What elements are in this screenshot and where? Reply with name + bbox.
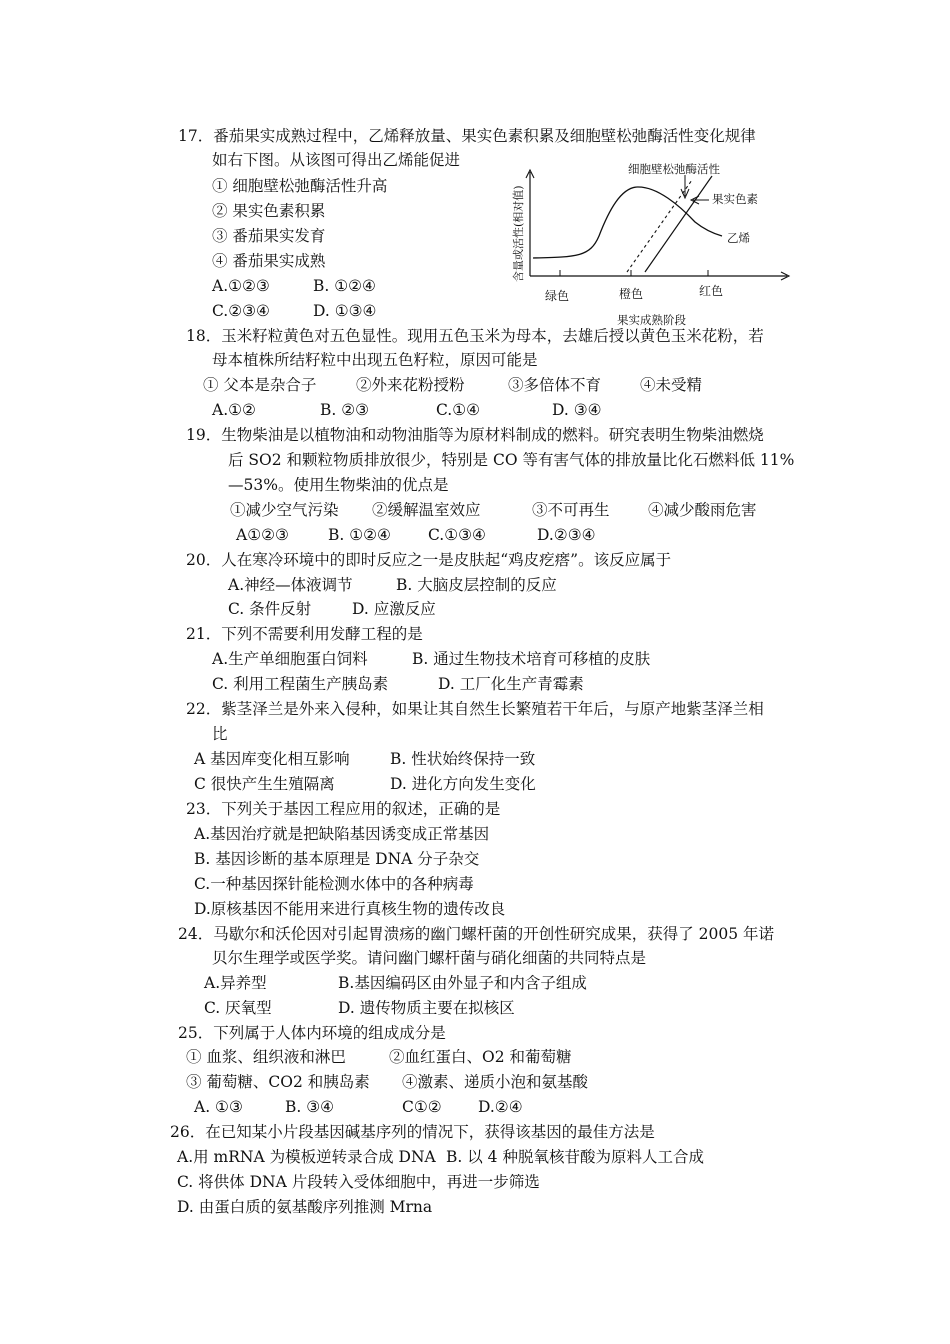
q19-item-1: ①减少空气污染 xyxy=(230,501,339,519)
tick-label-green: 绿色 xyxy=(545,289,570,303)
q20-option-b: B. 大脑皮层控制的反应 xyxy=(396,576,557,594)
q18-option-d: D. ③④ xyxy=(552,401,602,419)
q25-item-3: ③ 葡萄糖、CO2 和胰岛素 xyxy=(186,1073,370,1091)
q18-item-2: ②外来花粉授粉 xyxy=(356,376,465,394)
q24-option-c: C. 厌氧型 xyxy=(204,999,272,1017)
q18-item-4: ④未受精 xyxy=(640,376,703,394)
q22-stem: 22．紫茎泽兰是外来入侵种，如果让其自然生长繁殖若干年后，与原产地紫茎泽兰相 xyxy=(186,700,764,718)
q19-stem-cont-2: —53%。使用生物柴油的优点是 xyxy=(228,476,449,494)
q18-option-b: B. ②③ xyxy=(320,401,370,419)
q19-item-2: ②缓解温室效应 xyxy=(372,501,481,519)
q19-option-a: A①②③ xyxy=(236,526,289,544)
q22-stem-cont: 比 xyxy=(212,725,228,743)
q19-option-c: C.①③④ xyxy=(428,526,486,544)
q25-stem: 25．下列属于人体内环境的组成成分是 xyxy=(178,1024,446,1042)
q22-option-b: B. 性状始终保持一致 xyxy=(390,750,536,768)
q24-option-d: D. 遗传物质主要在拟核区 xyxy=(338,999,515,1017)
q20-option-d: D. 应激反应 xyxy=(352,600,436,618)
q18-option-c: C.①④ xyxy=(436,401,481,419)
q19-option-b: B. ①②④ xyxy=(328,526,391,544)
q22-option-c: C 很快产生生殖隔离 xyxy=(194,775,335,793)
q20-option-c: C. 条件反射 xyxy=(228,600,312,618)
q24-stem-cont: 贝尔生理学或医学奖。请问幽门螺杆菌与硝化细菌的共同特点是 xyxy=(212,949,647,967)
q18-stem: 18．玉米籽粒黄色对五色显性。现用五色玉米为母本，去雄后授以黄色玉米花粉，若 xyxy=(186,327,764,345)
q24-option-a: A.异养型 xyxy=(204,974,267,992)
q17-item-2: ② 果实色素积累 xyxy=(212,202,326,220)
q19-stem: 19．生物柴油是以植物油和动物油脂等为原材料制成的燃料。研究表明生物柴油燃烧 xyxy=(186,426,764,444)
q21-option-a: A.生产单细胞蛋白饲料 xyxy=(212,650,368,668)
q24-stem: 24．马歇尔和沃伦因对引起胃溃疡的幽门螺杆菌的开创性研究成果，获得了 2005 年诺 xyxy=(178,925,775,943)
q26-option-a: A.用 mRNA 为模板逆转录合成 DNA xyxy=(177,1148,436,1166)
figure-label-pigment: 果实色素 xyxy=(712,192,758,206)
q25-option-a: A. ①③ xyxy=(194,1098,243,1116)
q17-option-b: B. ①②④ xyxy=(313,277,376,295)
q22-option-a: A 基因库变化相互影响 xyxy=(194,750,350,768)
q19-item-3: ③不可再生 xyxy=(532,501,610,519)
q26-option-c: C. 将供体 DNA 片段转入受体细胞中，再进一步筛选 xyxy=(177,1173,540,1191)
q25-item-2: ②血红蛋白、O2 和葡萄糖 xyxy=(389,1048,572,1066)
q23-stem: 23．下列关于基因工程应用的叙述，正确的是 xyxy=(186,800,501,818)
q17-stem: 17．番茄果实成熟过程中，乙烯释放量、果实色素积累及细胞壁松弛酶活性变化规律 xyxy=(178,127,756,145)
q20-stem: 20．人在寒冷环境中的即时反应之一是皮肤起“鸡皮疙瘩”。该反应属于 xyxy=(186,551,672,569)
figure-label-ethylene: 乙烯 xyxy=(727,231,750,245)
q25-option-d: D.②④ xyxy=(478,1098,523,1116)
q25-item-1: ① 血浆、组织液和淋巴 xyxy=(186,1048,346,1066)
q19-stem-cont-1: 后 SO2 和颗粒物质排放很少，特别是 CO 等有害气体的排放量比化石燃料低 11% xyxy=(228,451,795,469)
q20-option-a: A.神经—体液调节 xyxy=(228,576,353,594)
ethylene-curve xyxy=(533,187,722,258)
q22-option-d: D. 进化方向发生变化 xyxy=(390,775,536,793)
q24-option-b: B.基因编码区由外显子和内含子组成 xyxy=(338,974,587,992)
tick-label-red: 红色 xyxy=(699,284,724,298)
q19-item-4: ④减少酸雨危害 xyxy=(648,501,757,519)
q17-option-d: D. ①③④ xyxy=(313,302,377,320)
figure-xlabel: 果实成熟阶段 xyxy=(617,313,686,327)
q17-item-4: ④ 番茄果实成熟 xyxy=(212,252,326,270)
q23-option-b: B. 基因诊断的基本原理是 DNA 分子杂交 xyxy=(194,850,480,868)
q23-option-d: D.原核基因不能用来进行真核生物的遗传改良 xyxy=(194,900,506,918)
q17-option-c: C.②③④ xyxy=(212,302,270,320)
q17-item-1: ① 细胞壁松弛酶活性升高 xyxy=(212,177,388,195)
q17-item-3: ③ 番茄果实发育 xyxy=(212,227,326,245)
q18-item-1: ① 父本是杂合子 xyxy=(203,376,317,394)
q18-stem-cont: 母本植株所结籽粒中出现五色籽粒，原因可能是 xyxy=(212,351,538,369)
q21-option-b: B. 通过生物技术培育可移植的皮肤 xyxy=(412,650,651,668)
figure-label-enzyme: 细胞壁松弛酶活性 xyxy=(628,162,720,176)
q25-item-4: ④激素、递质小泡和氨基酸 xyxy=(402,1073,589,1091)
q26-option-d: D. 由蛋白质的氨基酸序列推测 Mrna xyxy=(177,1198,433,1216)
q25-option-b: B. ③④ xyxy=(285,1098,335,1116)
q25-option-c: C①② xyxy=(402,1098,442,1116)
q23-option-a: A.基因治疗就是把缺陷基因诱变成正常基因 xyxy=(194,825,490,843)
q21-stem: 21．下列不需要利用发酵工程的是 xyxy=(186,625,423,643)
q21-option-d: D. 工厂化生产青霉素 xyxy=(438,675,584,693)
q18-item-3: ③多倍体不育 xyxy=(508,376,602,394)
q23-option-c: C.一种基因探针能检测水体中的各种病毒 xyxy=(194,875,474,893)
figure-ylabel: 含量或活性(相对值) xyxy=(512,185,525,282)
q17-figure xyxy=(505,158,805,330)
q19-option-d: D.②③④ xyxy=(537,526,596,544)
enzyme-line xyxy=(627,180,692,272)
q17-option-a: A.①②③ xyxy=(212,277,270,295)
q21-option-c: C. 利用工程菌生产胰岛素 xyxy=(212,675,389,693)
tick-label-orange: 橙色 xyxy=(619,287,644,301)
q26-stem: 26．在已知某小片段基因碱基序列的情况下，获得该基因的最佳方法是 xyxy=(170,1123,655,1141)
q18-option-a: A.①② xyxy=(212,401,256,419)
q26-option-b: B. 以 4 种脱氧核苷酸为原料人工合成 xyxy=(446,1148,704,1166)
q17-stem-cont: 如右下图。从该图可得出乙烯能促进 xyxy=(212,151,461,169)
